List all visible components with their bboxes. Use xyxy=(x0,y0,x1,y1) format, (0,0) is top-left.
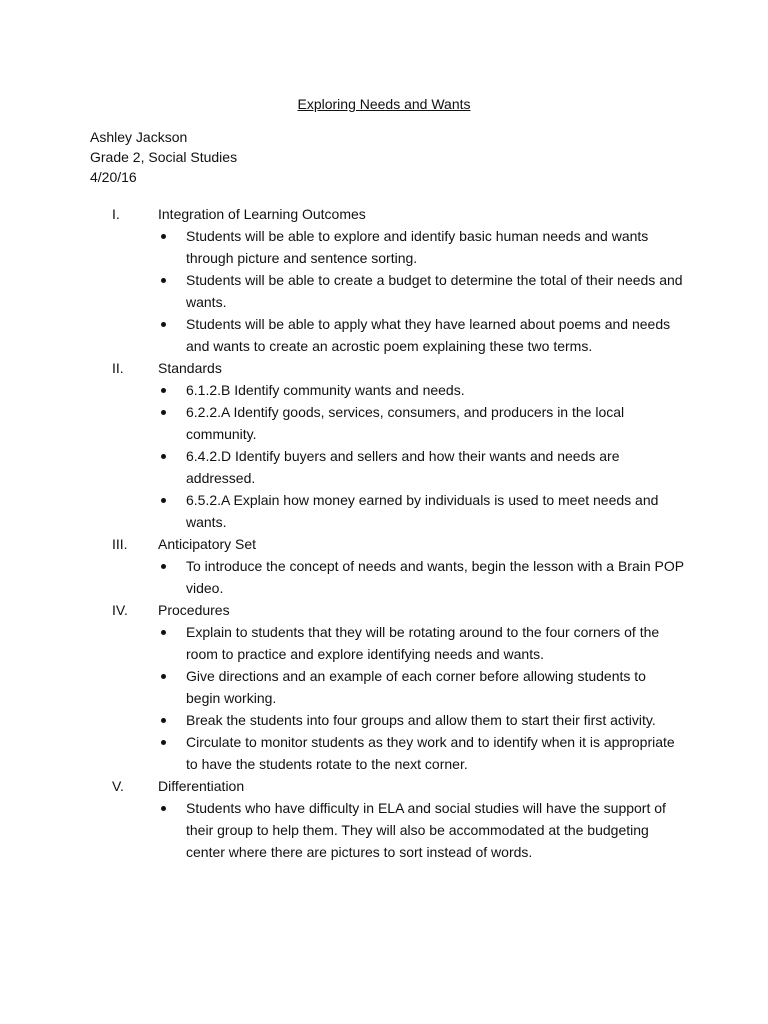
bullet-icon xyxy=(161,410,166,415)
section-numeral: IV. xyxy=(112,602,128,618)
section-title: Procedures xyxy=(158,602,230,618)
list-item xyxy=(0,555,768,599)
section-numeral: V. xyxy=(112,778,124,794)
section-heading xyxy=(0,775,768,797)
section-anticipatory-set xyxy=(0,533,768,599)
list-item xyxy=(0,489,768,533)
bullet-text: 6.1.2.B Identify community wants and needs. xyxy=(186,382,465,398)
bullet-list xyxy=(0,555,768,599)
list-item xyxy=(0,379,768,401)
list-item xyxy=(0,269,768,313)
list-item xyxy=(0,445,768,489)
section-heading xyxy=(0,533,768,555)
bullet-text: 6.4.2.D Identify buyers and sellers and how their wants and needs are addressed. xyxy=(186,448,620,486)
bullet-list xyxy=(0,797,768,863)
section-procedures xyxy=(0,599,768,775)
section-numeral: III. xyxy=(112,536,128,552)
section-learning-outcomes xyxy=(0,203,768,357)
bullet-text: Students who have difficulty in ELA and social studies will have the support of their group to help them. They will also be accommodated at the budgeting center where there are pictures to sort instead of words. xyxy=(186,800,666,860)
bullet-icon xyxy=(161,388,166,393)
bullet-text: Give directions and an example of each corner before allowing students to begin working. xyxy=(186,668,646,706)
bullet-text: To introduce the concept of needs and wants, begin the lesson with a Brain POP video. xyxy=(186,558,684,596)
list-item xyxy=(0,401,768,445)
section-differentiation xyxy=(0,775,768,863)
lesson-outline xyxy=(0,203,768,863)
section-standards xyxy=(0,357,768,533)
bullet-icon xyxy=(161,234,166,239)
document-title: Exploring Needs and Wants xyxy=(297,96,471,112)
bullet-text: 6.2.2.A Identify goods, services, consumers, and producers in the local community. xyxy=(186,404,625,442)
bullet-icon xyxy=(161,564,166,569)
list-item xyxy=(0,665,768,709)
list-item xyxy=(0,313,768,357)
bullet-icon xyxy=(161,806,166,811)
bullet-icon xyxy=(161,278,166,283)
list-item xyxy=(0,225,768,269)
section-title: Differentiation xyxy=(158,778,245,794)
bullet-list xyxy=(0,379,768,533)
bullet-icon xyxy=(161,454,166,459)
author-name: Ashley Jackson xyxy=(90,129,188,145)
bullet-icon xyxy=(161,674,166,679)
bullet-list xyxy=(0,621,768,775)
bullet-icon xyxy=(161,322,166,327)
bullet-text: 6.5.2.A Explain how money earned by individuals is used to meet needs and wants. xyxy=(186,492,659,530)
bullet-text: Students will be able to apply what they have learned about poems and needs and wants to create an acrostic poem explaining these two terms. xyxy=(186,316,671,354)
section-heading xyxy=(0,599,768,621)
bullet-text: Circulate to monitor students as they work and to identify when it is appropriate to have the students rotate to the next corner. xyxy=(186,734,675,772)
section-numeral: II. xyxy=(112,360,124,376)
bullet-icon xyxy=(161,740,166,745)
section-heading xyxy=(0,357,768,379)
list-item xyxy=(0,731,768,775)
bullet-icon xyxy=(161,718,166,723)
list-item xyxy=(0,797,768,863)
bullet-icon xyxy=(161,630,166,635)
bullet-text: Students will be able to explore and identify basic human needs and wants through picture and sentence sorting. xyxy=(186,228,649,266)
document-date: 4/20/16 xyxy=(90,169,137,185)
section-heading xyxy=(0,203,768,225)
bullet-list xyxy=(0,225,768,357)
list-item xyxy=(0,621,768,665)
section-title: Standards xyxy=(158,360,222,376)
bullet-text: Students will be able to create a budget to determine the total of their needs and wants. xyxy=(186,272,683,310)
course-info: Grade 2, Social Studies xyxy=(90,149,238,165)
section-title: Integration of Learning Outcomes xyxy=(158,206,366,222)
list-item xyxy=(0,709,768,731)
bullet-text: Explain to students that they will be rotating around to the four corners of the room to practice and explore identifying needs and wants. xyxy=(186,624,660,662)
bullet-icon xyxy=(161,498,166,503)
section-numeral: I. xyxy=(112,206,120,222)
bullet-text: Break the students into four groups and allow them to start their first activity. xyxy=(186,712,656,728)
section-title: Anticipatory Set xyxy=(158,536,257,552)
document-header xyxy=(90,127,237,187)
